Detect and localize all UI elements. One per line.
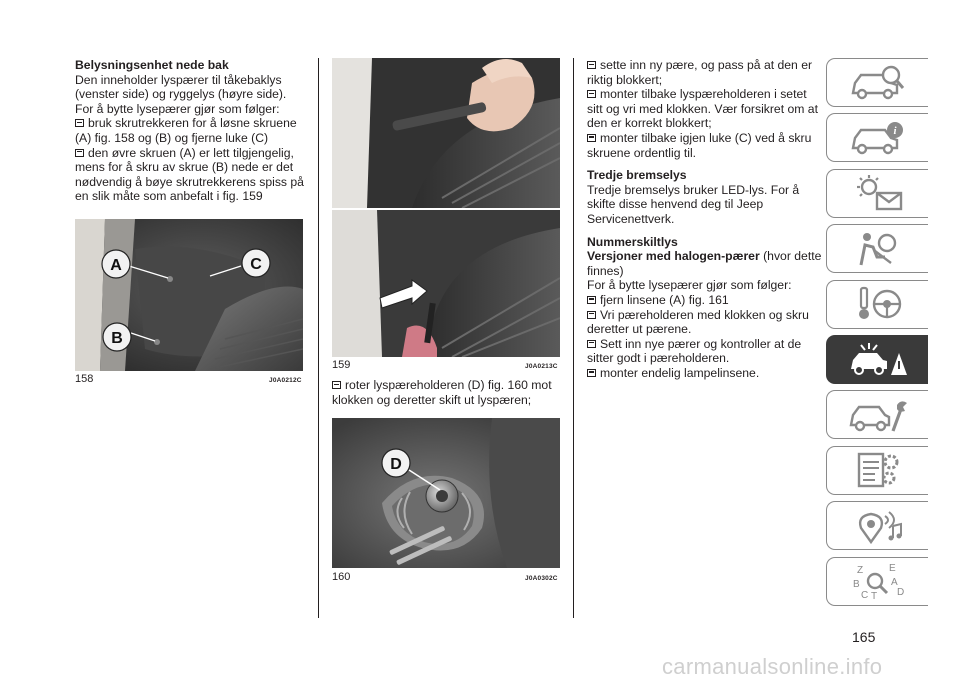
right-column xyxy=(587,58,823,380)
bullet-box-icon xyxy=(587,134,596,142)
bullet-item: roter lyspæreholderen (D) fig. 160 mot klokken og deretter skift ut lyspæren; xyxy=(332,378,552,407)
intro-text: Den inneholder lyspærer til tåkebaklys (venster side) og ryggelys (høyre side). xyxy=(75,72,287,102)
tab-servicing-maintenance[interactable] xyxy=(826,390,928,439)
bullet-box-icon xyxy=(587,296,596,304)
bullet-item: monter endelig lampelinsene. xyxy=(587,366,823,381)
watermark: carmanualsonline.info xyxy=(662,654,883,679)
section-heading: Belysningsenhet nede bak xyxy=(75,58,229,72)
svg-text:C: C xyxy=(860,590,868,602)
car-info-icon xyxy=(847,118,909,158)
tab-starting-driving[interactable] xyxy=(826,280,928,329)
bullet-item: sette inn ny pære, og pass på at den er riktig blokkert; xyxy=(587,58,813,87)
bullet-box-icon xyxy=(587,61,596,69)
tab-technical-specifications[interactable] xyxy=(826,446,928,495)
warning-light-mail-icon xyxy=(847,173,909,213)
bullet-item: den øvre skruen (A) er lett tilgjengelig, mens for å skru av skrue (B) nede er det nødvendig å bøye skrutrekkerens spiss på en slik måte som anbefalt i fig. 159 xyxy=(75,145,304,204)
page-number: 165 xyxy=(852,629,876,645)
airbag-person-icon xyxy=(847,229,909,269)
figure-code: J0A0302C xyxy=(525,575,558,582)
bullet-item: fjern linsene (A) fig. 161 xyxy=(587,293,823,308)
svg-text:T: T xyxy=(870,591,877,602)
figure-code: J0A0213C xyxy=(525,363,558,370)
tab-safety[interactable] xyxy=(826,224,928,273)
middle-text xyxy=(332,378,564,407)
tab-index[interactable] xyxy=(826,557,928,606)
steps-intro: For å bytte lysepærer gjør som følger: xyxy=(587,278,792,293)
emergency-car-icon xyxy=(847,339,909,379)
tab-getting-to-know-car[interactable] xyxy=(826,58,928,107)
sub-heading: Versjoner med halogen-pærer (hvor dette finnes) xyxy=(587,249,822,278)
steering-key-icon xyxy=(847,284,909,324)
tab-multimedia[interactable] xyxy=(826,501,928,550)
figure-number: 158 xyxy=(75,373,94,385)
chapter-tabs xyxy=(826,58,928,612)
figure-158-photo xyxy=(75,219,303,371)
bullet-box-icon xyxy=(75,149,84,157)
body-text: Tredje bremselys bruker LED-lys. For å skifte disse henvend deg til Jeep Servicenettverk. xyxy=(587,182,800,226)
steps-intro: For å bytte lysepærer gjør som følger: xyxy=(75,101,280,116)
bullet-box-icon xyxy=(587,90,596,98)
section-heading: Tredje bremselys xyxy=(587,168,687,183)
figure-number: 160 xyxy=(332,571,351,583)
svg-text:A: A xyxy=(890,577,898,589)
bullet-box-icon xyxy=(587,369,596,377)
section-heading: Nummerskiltlys xyxy=(587,234,678,249)
bullet-item: monter tilbake igjen luke (C) ved å skru skruene ordentlig til. xyxy=(587,130,812,160)
bullet-item: monter tilbake lyspæreholderen i setet sitt og vri med klokken. Vær forsikret om at den er korrekt blokkert; xyxy=(587,87,818,131)
column-divider xyxy=(318,58,319,618)
svg-text:Z: Z xyxy=(856,565,863,577)
bullet-box-icon xyxy=(587,311,596,319)
bullet-box-icon xyxy=(587,340,596,348)
left-column xyxy=(75,58,311,204)
bullet-box-icon xyxy=(75,119,84,127)
svg-text:E: E xyxy=(888,563,896,575)
figure-label-d: D xyxy=(390,456,402,473)
tab-warning-lights[interactable] xyxy=(826,169,928,218)
car-wrench-icon xyxy=(847,395,909,435)
svg-text:D: D xyxy=(896,587,904,599)
svg-text:i: i xyxy=(892,124,897,137)
svg-text:B: B xyxy=(852,579,860,591)
tab-instrument-panel[interactable] xyxy=(826,113,928,162)
figure-160-photo xyxy=(332,418,560,568)
figure-label-c: C xyxy=(250,256,262,273)
figure-number: 159 xyxy=(332,359,351,371)
figure-label-a: A xyxy=(110,257,122,274)
column-divider xyxy=(573,58,574,618)
figure-code: J0A0212C xyxy=(269,377,302,384)
bullet-item: Sett inn nye pærer og kontroller at de sitter godt i pæreholderen. xyxy=(587,336,802,366)
car-search-icon xyxy=(847,63,909,103)
bullet-box-icon xyxy=(332,381,341,389)
multimedia-icon xyxy=(847,506,909,546)
bullet-item: bruk skrutrekkeren for å løsne skruene (A) fig. 158 og (B) og fjerne luke (C) xyxy=(75,116,297,145)
spec-sheet-gear-icon xyxy=(847,450,909,490)
tab-in-an-emergency[interactable] xyxy=(826,335,928,384)
figure-label-b: B xyxy=(111,330,123,347)
bullet-item: Vri pæreholderen med klokken og skru deretter ut pærene. xyxy=(587,307,809,337)
figure-159-photo xyxy=(332,58,560,357)
alphabet-index-icon xyxy=(847,561,909,601)
